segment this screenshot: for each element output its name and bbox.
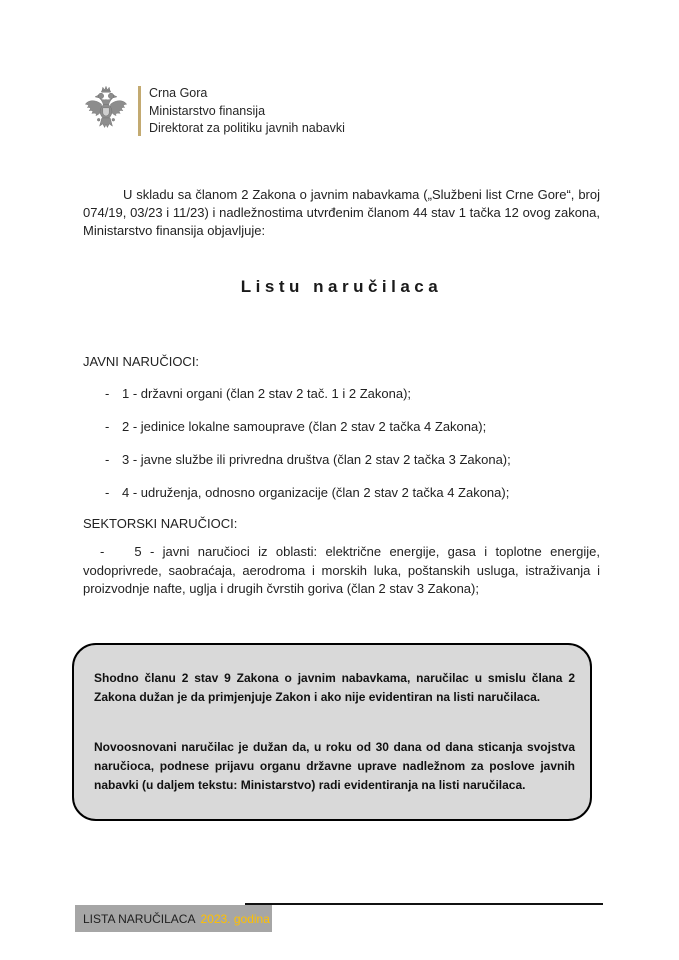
dash-marker: - — [105, 386, 110, 401]
letterhead — [83, 84, 600, 139]
intro-paragraph: U skladu sa članom 2 Zakona o javnim nabavkama („Službeni list Crne Gore“, broj 074/19, 03/23 i 11/23) i nadležnostima utvrđenim članom 44 stav 1 tačka 12 ovog zakona, Ministarstvo finansija objavljuje: — [83, 187, 600, 238]
org-ministry: Ministarstvo finansija — [149, 103, 266, 118]
list-item-text: 2 - jedinice lokalne samouprave (član 2 stav 2 tačka 4 Zakona); — [122, 419, 487, 434]
notice-paragraph-2: Novoosnovani naručilac je dužan da, u roku od 30 dana od dana sticanja svojstva naručioca, podnese prijavu organu državne uprave nadležnom za poslove javnih nabavki (u daljem tekstu: Ministarstvo) radi evidentiranja na listi naručilaca. — [94, 739, 575, 792]
underlined-semicolon: ; — [407, 386, 412, 401]
dash-marker: - — [105, 419, 110, 434]
letterhead-divider — [138, 86, 141, 136]
list-item-text: 3 - javne službe ili privredna društva (član 2 stav 2 tačka 3 Zakona); — [122, 452, 511, 467]
list-item-text: 5 - javni naručioci iz oblasti: električne energije, gasa i toplotne energije, vodoprivrede, saobraćaja, aerodroma i morskih luka, poštanskih usluga, istraživanja i proizvodnje nafte, uglja i drugih čvrstih goriva (član 2 stav 3 Zakona); — [83, 544, 600, 596]
list-item-2 — [83, 418, 600, 435]
list-item-3 — [83, 451, 600, 468]
list-item-5 — [83, 543, 600, 599]
list-item-1 — [83, 385, 600, 402]
dash-marker: - — [105, 485, 110, 500]
letterhead-text — [149, 84, 345, 138]
org-country: Crna Gora — [149, 86, 208, 100]
footer-label: LISTA NARUČILACA — [83, 911, 196, 926]
section-label-javni: JAVNI NARUČIOCI: — [83, 354, 200, 369]
montenegro-coat-of-arms-icon — [83, 84, 129, 139]
footer-year: 2023. godina — [200, 911, 270, 926]
list-item-text: 1 - državni organi (član 2 stav 2 tač. 1 i 2 Zakona); — [122, 386, 412, 401]
notice-paragraph-1: Shodno članu 2 stav 9 Zakona o javnim nabavkama, naručilac u smislu člana 2 Zakona dužan je da primjenjuje Zakon i ako nije evidentiran na listi naručilaca. — [94, 670, 575, 704]
footer-rule — [245, 903, 603, 905]
footer-bar — [75, 905, 272, 932]
document-title: Listu naručilaca — [240, 277, 443, 296]
notice-box — [72, 643, 592, 821]
list-item-4 — [83, 484, 600, 501]
org-directorate: Direktorat za politiku javnih nabavki — [149, 121, 345, 135]
document-content — [83, 84, 600, 821]
section-label-sektorski: SEKTORSKI NARUČIOCI: — [83, 516, 238, 531]
dash-marker: - — [100, 544, 105, 559]
list-item-text: 4 - udruženja, odnosno organizacije (član 2 stav 2 tačka 4 Zakona); — [122, 485, 510, 500]
dash-marker: - — [105, 452, 110, 467]
